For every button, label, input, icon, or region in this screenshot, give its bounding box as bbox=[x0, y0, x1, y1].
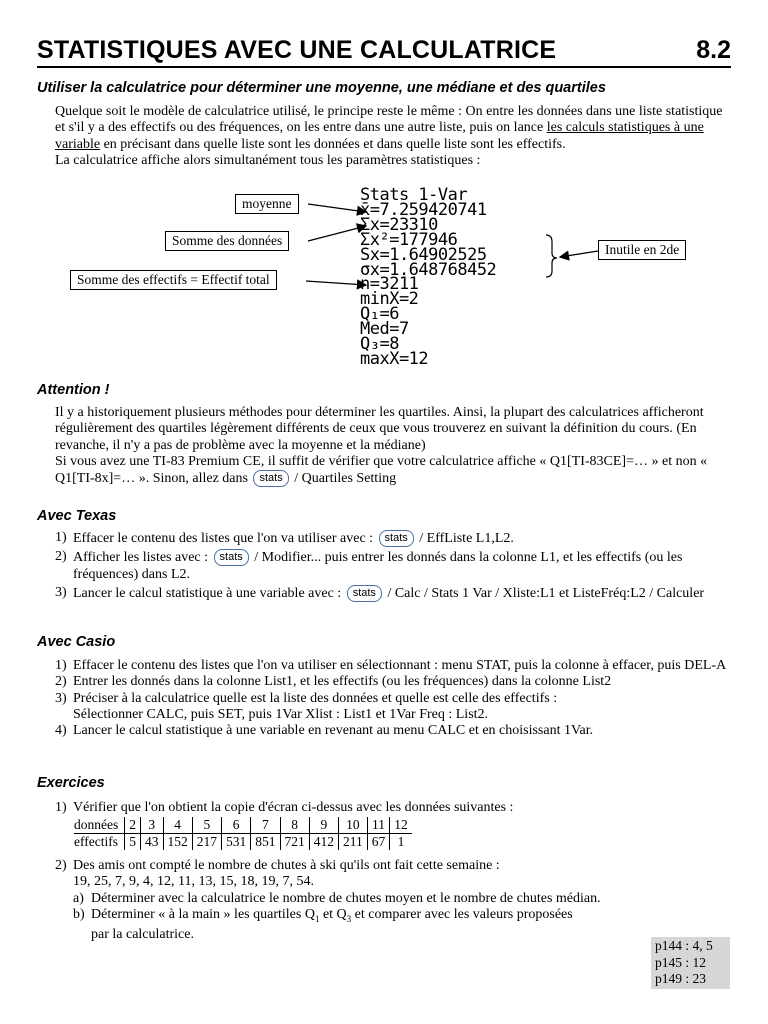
table-cell: 9 bbox=[309, 817, 338, 834]
section-heading-attention: Attention ! bbox=[37, 382, 110, 398]
item-number: 1) bbox=[55, 800, 67, 815]
screen-line: maxX=12 bbox=[360, 348, 429, 369]
reference-line: p149 : 23 bbox=[655, 971, 707, 986]
table-row bbox=[74, 834, 412, 851]
screen-line: x̄=7.259420741 bbox=[360, 199, 487, 220]
exercise-2-prompt bbox=[55, 858, 655, 891]
list-item bbox=[55, 674, 735, 690]
item-text: Vérifier que l'on obtient la copie d'écran ci-dessus avec les données suivantes : bbox=[73, 800, 514, 815]
subscript: 3 bbox=[346, 913, 352, 924]
label-useless: Inutile en 2de bbox=[598, 240, 686, 260]
list-item bbox=[55, 723, 735, 739]
item-text: Entrer les donnés dans la colonne List1, et les effectifs (ou les fréquences) dans la colonne List2 bbox=[73, 674, 612, 690]
page-title: STATISTIQUES AVEC UNE CALCULATRICE bbox=[37, 36, 557, 64]
item-text: Déterminer « à la main » les quartiles Q bbox=[91, 906, 315, 922]
screen-line: Med=7 bbox=[360, 319, 409, 340]
screen-line: Σx²=177946 bbox=[360, 229, 458, 250]
item-number: 2) bbox=[55, 549, 67, 565]
label-sum: Somme des données bbox=[165, 231, 289, 251]
list-item bbox=[55, 691, 735, 724]
item-number: 4) bbox=[55, 723, 67, 739]
table-cell: 67 bbox=[367, 834, 390, 851]
arrow-sum bbox=[308, 226, 366, 241]
section-heading-usage: Utiliser la calculatrice pour déterminer une moyenne, une médiane et des quartiles bbox=[37, 80, 606, 96]
texas-steps bbox=[55, 530, 735, 602]
table-cell: 4 bbox=[163, 817, 192, 834]
screen-line: n=3211 bbox=[360, 274, 419, 295]
list-item bbox=[55, 658, 735, 674]
item-number: 2) bbox=[55, 858, 67, 873]
item-number: 1) bbox=[55, 530, 67, 545]
exercise-1-prompt bbox=[55, 800, 735, 816]
table-cell: 11 bbox=[367, 817, 390, 834]
chapter-number: 8.2 bbox=[696, 36, 731, 64]
table-cell: 8 bbox=[280, 817, 309, 834]
screen-line: Σx=23310 bbox=[360, 214, 438, 235]
table-cell: 3 bbox=[141, 817, 164, 834]
item-text: Afficher les listes avec : bbox=[73, 550, 209, 566]
table-cell: 721 bbox=[280, 834, 309, 851]
screen-line: Sx=1.64902525 bbox=[360, 244, 487, 265]
intro-link: les calculs statistiques à une variable bbox=[55, 120, 704, 152]
item-number: 1) bbox=[55, 658, 67, 673]
label-total: Somme des effectifs = Effectif total bbox=[70, 270, 277, 290]
table-cell: 6 bbox=[222, 817, 251, 834]
casio-steps bbox=[55, 658, 735, 739]
list-item bbox=[55, 530, 735, 547]
item-text: Préciser à la calculatrice quelle est la liste des données et quelle est celle des effectifs : bbox=[73, 690, 558, 706]
item-text: Des amis ont compté le nombre de chutes à ski qu'ils ont fait cette semaine : bbox=[73, 858, 500, 873]
table-cell: 851 bbox=[251, 834, 280, 851]
item-text: Effacer le contenu des listes que l'on va utiliser en sélectionnant : menu STAT, puis la colonne à effacer, puis DEL-A bbox=[73, 658, 727, 673]
screen-line: Stats 1-Var bbox=[360, 185, 468, 205]
exercise-2b bbox=[55, 907, 655, 943]
table-header: effectifs bbox=[74, 834, 118, 850]
item-text: Effacer le contenu des listes que l'on va utiliser avec : bbox=[73, 531, 374, 546]
section-heading-texas: Avec Texas bbox=[37, 508, 117, 524]
table-cell: 531 bbox=[222, 834, 251, 851]
data-series: 19, 25, 7, 9, 4, 12, 11, 13, 15, 18, 19, 7, 54. bbox=[73, 874, 314, 890]
attention-text-2b: / Quartiles Setting bbox=[294, 471, 397, 487]
subscript: 1 bbox=[314, 913, 320, 924]
table-header: données bbox=[74, 817, 125, 834]
exercise-2a bbox=[55, 891, 655, 907]
item-number: 3) bbox=[55, 584, 67, 600]
list-item bbox=[55, 549, 735, 583]
arrow-total bbox=[306, 281, 366, 285]
label-mean: moyenne bbox=[235, 194, 299, 214]
table-cell: 10 bbox=[339, 817, 368, 834]
item-text: / Modifier... puis entrer les donnés dans la colonne L1, et les effectifs (ou les fréquences) dans L2. bbox=[73, 550, 683, 582]
item-text: Lancer le calcul statistique à une variable en revenant au menu CALC et en choisissant 1Var. bbox=[73, 723, 594, 739]
stats-key: stats bbox=[347, 585, 382, 602]
exercise-2 bbox=[55, 858, 655, 943]
item-text: Sélectionner CALC, puis SET, puis 1Var Xlist : List1 et 1Var Freq : List2. bbox=[73, 706, 489, 722]
stats-key: stats bbox=[379, 530, 414, 547]
item-text: par la calculatrice. bbox=[91, 926, 194, 942]
item-text: et comparer avec les valeurs proposées bbox=[351, 906, 573, 922]
annotation-arrows bbox=[0, 0, 768, 400]
attention-text-2a: Si vous avez une TI-83 Premium CE, il suffit de vérifier que votre calculatrice affiche « Q1[TI-83CE]=… » et non « Q1[TI-8x]=… ». Sinon, allez dans bbox=[55, 453, 708, 487]
item-text: et Q bbox=[319, 906, 347, 922]
attention-paragraph bbox=[55, 405, 730, 487]
intro-text-a: Quelque soit le modèle de calculatrice utilisé, le principe reste le même : On entre les données dans une liste statistique et s'il y a des effectifs ou des fréquences, on les entre dans une autre liste, puis on lance bbox=[55, 104, 723, 136]
screen-line: Q₃=8 bbox=[360, 334, 399, 355]
exercise-1 bbox=[55, 800, 735, 850]
table-cell: 217 bbox=[192, 834, 221, 851]
item-number: 3) bbox=[55, 690, 67, 706]
table-cell: 5 bbox=[192, 817, 221, 834]
table-cell: 7 bbox=[251, 817, 280, 834]
page-references bbox=[651, 937, 730, 989]
item-text: Lancer le calcul statistique à une variable avec : bbox=[73, 585, 342, 601]
stats-key: stats bbox=[253, 470, 288, 487]
item-number: b) bbox=[73, 906, 85, 922]
table-cell: 412 bbox=[309, 834, 338, 851]
table-row bbox=[74, 817, 412, 834]
item-text: / Calc / Stats 1 Var / Xliste:L1 et ListeFréq:L2 / Calculer bbox=[387, 585, 705, 601]
screen-line: minX=2 bbox=[360, 289, 419, 310]
data-table bbox=[74, 817, 412, 850]
arrow-useless bbox=[560, 251, 598, 257]
item-number: a) bbox=[73, 890, 84, 906]
table-cell: 152 bbox=[163, 834, 192, 851]
item-number: 2) bbox=[55, 674, 67, 690]
table-cell: 12 bbox=[390, 817, 412, 834]
section-heading-casio: Avec Casio bbox=[37, 634, 116, 650]
intro-text-b: en précisant dans quelle liste sont les données et dans quelle liste sont les effectifs. bbox=[100, 136, 566, 152]
arrow-mean bbox=[308, 204, 366, 212]
table-cell: 5 bbox=[125, 834, 141, 851]
section-heading-exercises: Exercices bbox=[37, 775, 105, 791]
reference-line: p144 : 4, 5 bbox=[655, 938, 713, 953]
item-text: / EffListe L1,L2. bbox=[419, 531, 514, 546]
table-cell: 1 bbox=[390, 834, 412, 851]
stats-key: stats bbox=[214, 549, 249, 566]
screen-line: σx=1.648768452 bbox=[360, 259, 497, 280]
table-cell: 2 bbox=[125, 817, 141, 834]
table-cell: 211 bbox=[339, 834, 368, 851]
list-item bbox=[55, 585, 735, 602]
table-cell: 43 bbox=[141, 834, 164, 851]
item-text: Déterminer avec la calculatrice le nombre de chutes moyen et le nombre de chutes médian. bbox=[91, 890, 601, 906]
screen-line: Q₁=6 bbox=[360, 304, 399, 325]
attention-text-1: Il y a historiquement plusieurs méthodes pour déterminer les quartiles. Ainsi, la plupart des calculatrices afficheront régulièrement des quartiles légèrement différents de ceux que vous trouverez en suivant la définition du cours. (En revanche, il n'y a pas de problème avec la moyenne et la médiane) bbox=[55, 405, 704, 453]
reference-line: p145 : 12 bbox=[655, 954, 707, 970]
brace bbox=[546, 235, 557, 277]
intro-text-c: La calculatrice affiche alors simultanément tous les paramètres statistiques : bbox=[55, 152, 481, 168]
